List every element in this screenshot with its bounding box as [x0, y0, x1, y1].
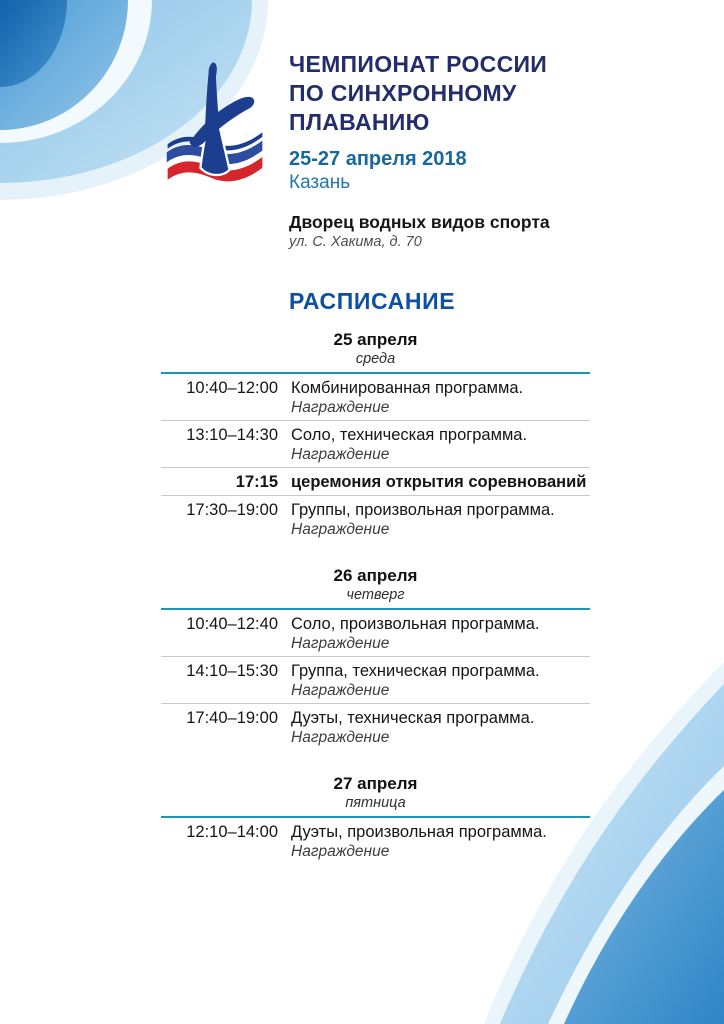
event-row: [161, 704, 590, 750]
event-time: 13:10–14:30: [186, 426, 278, 444]
event-time: 17:40–19:00: [186, 709, 278, 727]
event-title: Группы, произвольная программа.: [291, 501, 555, 519]
day-section: [161, 330, 590, 542]
event-title: Соло, техническая программа.: [291, 426, 528, 444]
event-desc: [291, 822, 590, 861]
event-row: [161, 374, 590, 421]
header: [289, 50, 629, 252]
synchronized-swimmer-flag-wave-icon: [164, 52, 266, 200]
event-time: 17:15: [235, 473, 278, 491]
day-weekday: четверг: [346, 587, 405, 603]
event-dates: 25-27 апреля 2018: [289, 148, 467, 170]
day-table: [161, 608, 590, 750]
venue-name: Дворец водных видов спорта: [289, 212, 550, 232]
event-note: Награждение: [291, 399, 390, 416]
event-time: 10:40–12:00: [186, 379, 278, 397]
event-time: 10:40–12:40: [186, 615, 278, 633]
page-title-line-2: ПО СИНХРОННОМУ: [289, 80, 517, 106]
event-desc: [291, 472, 590, 492]
day-section: [161, 774, 590, 864]
day-date: 25 апреля: [333, 330, 418, 349]
event-title: Комбинированная программа.: [291, 379, 524, 397]
event-title: церемония открытия соревнований: [291, 473, 587, 491]
page-title-line-1: ЧЕМПИОНАТ РОССИИ: [289, 51, 548, 77]
schedule-days: [161, 330, 590, 864]
day-table: [161, 816, 590, 864]
event-row: [161, 818, 590, 864]
event-desc: [291, 425, 590, 464]
schedule-heading: РАСПИСАНИЕ: [289, 288, 456, 314]
event-note: Награждение: [291, 635, 390, 652]
event-desc: [291, 378, 590, 417]
event-row: [161, 421, 590, 468]
day-section: [161, 566, 590, 750]
venue-address: ул. С. Хакима, д. 70: [289, 234, 422, 250]
event-desc: [291, 500, 590, 539]
day-date: 27 апреля: [333, 774, 418, 793]
event-time: 17:30–19:00: [186, 501, 278, 519]
event-note: Награждение: [291, 729, 390, 746]
day-date: 26 апреля: [333, 566, 418, 585]
event-title: Соло, произвольная программа.: [291, 615, 540, 633]
event-desc: [291, 708, 590, 747]
event-title: Дуэты, техническая программа.: [291, 709, 535, 727]
event-note: Награждение: [291, 682, 390, 699]
event-title: Группа, техническая программа.: [291, 662, 540, 680]
event-desc: [291, 614, 590, 653]
event-row: [161, 496, 590, 542]
event-note: Награждение: [291, 446, 390, 463]
event-title: Дуэты, произвольная программа.: [291, 823, 547, 841]
event-desc: [291, 661, 590, 700]
event-row: [161, 468, 590, 496]
day-table: [161, 372, 590, 542]
page-title-line-3: ПЛАВАНИЮ: [289, 109, 430, 135]
event-row: [161, 657, 590, 704]
event-row: [161, 610, 590, 657]
day-weekday: среда: [355, 351, 396, 367]
event-city: Казань: [289, 172, 351, 193]
event-time: 14:10–15:30: [186, 662, 278, 680]
event-note: Награждение: [291, 843, 390, 860]
event-time: 12:10–14:00: [186, 823, 278, 841]
event-note: Награждение: [291, 521, 390, 538]
day-weekday: пятница: [345, 795, 406, 811]
